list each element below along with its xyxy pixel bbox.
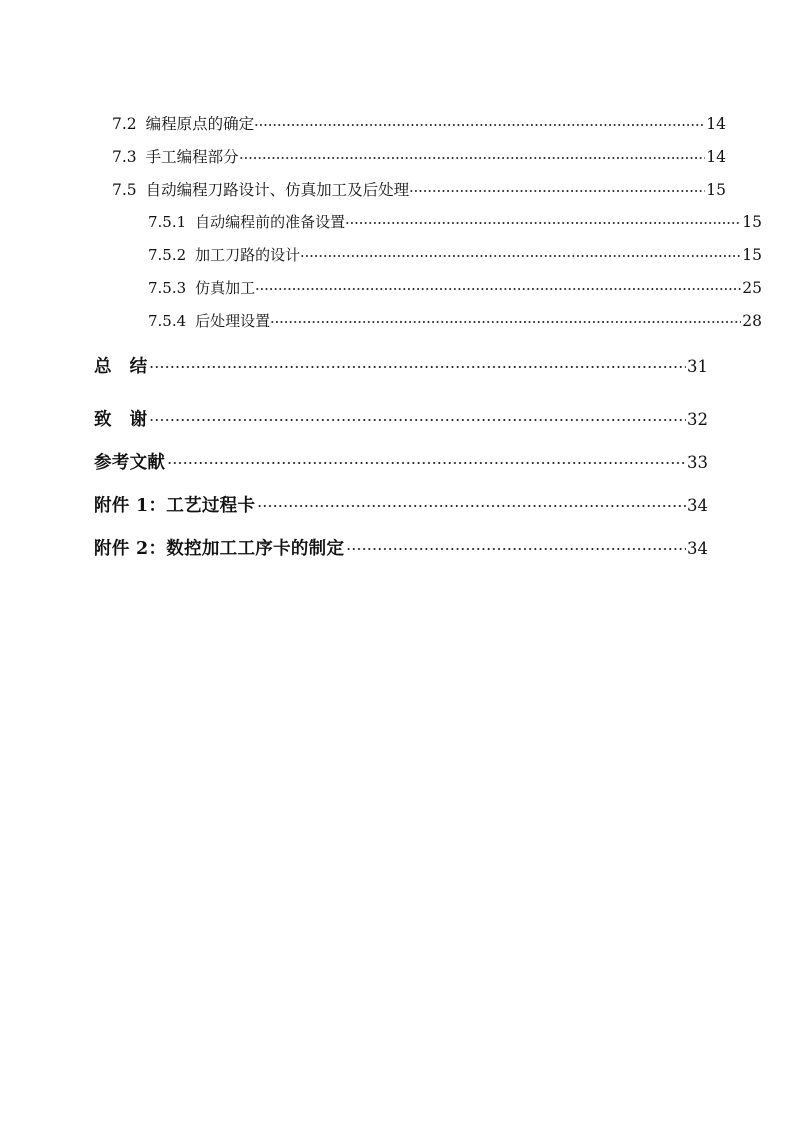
toc-entry-appendix-2[interactable] xyxy=(90,535,708,578)
toc-entry[interactable] xyxy=(90,310,762,343)
dot-leader xyxy=(270,311,741,326)
toc-entry[interactable] xyxy=(90,112,726,145)
dot-leader xyxy=(345,212,741,227)
toc-entry[interactable] xyxy=(90,211,762,244)
dot-leader xyxy=(409,180,705,196)
table-of-contents xyxy=(90,112,762,578)
toc-entry[interactable] xyxy=(90,145,726,178)
dot-leader xyxy=(254,114,705,130)
toc-entry-page: 25 xyxy=(742,279,762,297)
toc-entry-title: 总 结 xyxy=(94,357,148,377)
toc-entry-number: 7.5.4 xyxy=(148,312,187,330)
dot-leader xyxy=(346,537,686,555)
toc-entry-title: 自动编程前的准备设置 xyxy=(195,213,346,231)
toc-entry-acknowledgement[interactable] xyxy=(90,406,708,449)
toc-entry-number: 7.5.3 xyxy=(148,279,187,297)
dot-leader xyxy=(239,147,706,163)
toc-entry-number: 7.5 xyxy=(112,181,137,199)
dot-leader xyxy=(255,278,741,293)
toc-entry-conclusion[interactable] xyxy=(90,343,708,406)
toc-entry-number: 7.3 xyxy=(112,148,137,166)
toc-entry-title: 后处理设置 xyxy=(195,312,271,330)
toc-entry[interactable] xyxy=(90,178,726,211)
toc-entry-number: 7.5.2 xyxy=(148,246,187,264)
toc-entry-title: 加工刀路的设计 xyxy=(195,246,301,264)
toc-entry-title: 编程原点的确定 xyxy=(145,115,255,133)
toc-entry-title: 附件 1：工艺过程卡 xyxy=(94,496,256,516)
toc-entry-page: 15 xyxy=(742,246,762,264)
toc-entry-references[interactable] xyxy=(90,449,708,492)
toc-entry-number: 7.5.1 xyxy=(148,213,187,231)
dot-leader xyxy=(149,408,686,426)
toc-entry-page: 33 xyxy=(687,453,708,472)
toc-entry-page: 32 xyxy=(687,410,708,429)
toc-entry-title: 致 谢 xyxy=(94,410,148,430)
toc-entry-number: 7.2 xyxy=(112,115,137,133)
dot-leader xyxy=(257,494,686,512)
toc-entry-title: 参考文献 xyxy=(94,453,166,473)
dot-leader xyxy=(300,245,741,260)
toc-entry-page: 15 xyxy=(706,181,726,199)
toc-entry-page: 14 xyxy=(706,115,726,133)
toc-entry[interactable] xyxy=(90,244,762,277)
dot-leader xyxy=(167,451,686,469)
toc-entry-title: 手工编程部分 xyxy=(145,148,239,166)
toc-entry-appendix-1[interactable] xyxy=(90,492,708,535)
toc-entry-title: 仿真加工 xyxy=(195,279,256,297)
toc-entry-page: 31 xyxy=(687,357,708,376)
toc-entry-page: 15 xyxy=(742,213,762,231)
toc-entry-page: 34 xyxy=(687,539,708,558)
toc-entry[interactable] xyxy=(90,277,762,310)
toc-entry-page: 34 xyxy=(687,496,708,515)
toc-entry-title: 附件 2：数控加工工序卡的制定 xyxy=(94,539,345,559)
toc-entry-page: 28 xyxy=(742,312,762,330)
dot-leader xyxy=(149,355,686,373)
toc-entry-title: 自动编程刀路设计、仿真加工及后处理 xyxy=(145,181,410,199)
toc-entry-page: 14 xyxy=(706,148,726,166)
